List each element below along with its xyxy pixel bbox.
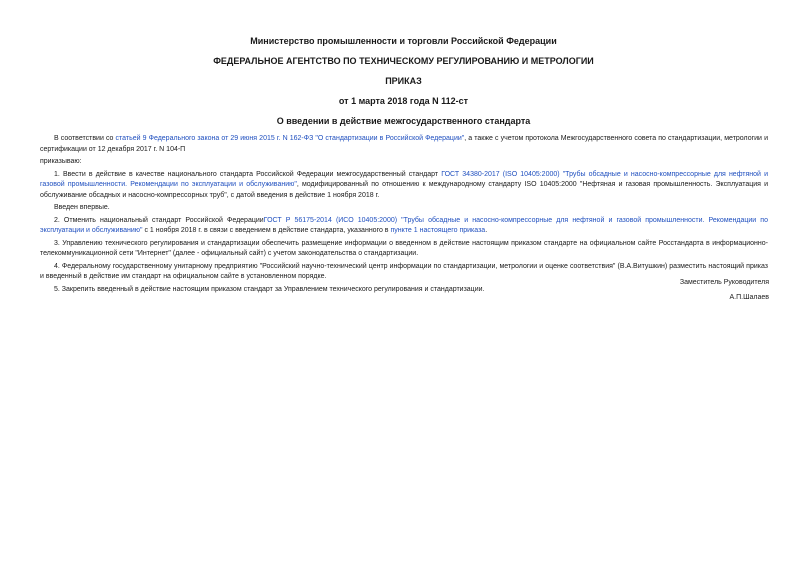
preamble-text-1: В соответствии со xyxy=(54,135,116,142)
signature-position: Заместитель Руководителя xyxy=(679,279,769,286)
order-word: приказываю: xyxy=(40,158,82,165)
item-2-text-1: 2. Отменить национальный стандарт Российской Федерации xyxy=(54,216,264,224)
signature-name: А.П.Шалаев xyxy=(729,294,769,301)
gost-34380-link[interactable]: ГОСТ 34380-2017 (ISO 10405:2000) "Трубы обсадные и насосно-компрессорные для нефтяной и газовой промышленности. Рекомендации по эксплуатации и обслуживанию" xyxy=(40,170,768,188)
gost-r-56175-link[interactable]: ГОСТ Р 56175-2014 (ИСО 10405:2000) "Трубы обсадные и насосно-компрессорные для нефтяной и газовой промышленности. Рекомендации по эксплуатации и обслуживанию" xyxy=(40,216,768,234)
federal-law-link[interactable]: статьей 9 Федерального закона от 29 июня 2015 г. N 162-ФЗ "О стандартизации в Российской Федерации" xyxy=(115,135,465,142)
document-type-heading: ПРИКАЗ xyxy=(385,76,422,86)
item-3-paragraph: 3. Управлению технического регулирования и стандартизации обеспечить размещение информации о введенном в действие настоящим приказом стандарте на официальном сайте Росстандарта в информационно-телекоммуникационной сети "Интернет" (далее - официальный сайт) с учетом законодательства о стандартизации. xyxy=(40,239,768,257)
ministry-heading: Министерство промышленности и торговли Российской Федерации xyxy=(250,36,557,46)
agency-heading: ФЕДЕРАЛЬНОЕ АГЕНТСТВО ПО ТЕХНИЧЕСКОМУ РЕГУЛИРОВАНИЮ И МЕТРОЛОГИИ xyxy=(213,56,594,66)
item-1-reference-link[interactable]: пункте 1 настоящего приказа xyxy=(390,227,486,234)
item-1-text-1: 1. Ввести в действие в качестве национального стандарта Российской Федерации межгосударственный стандарт xyxy=(54,170,442,178)
introduced-first-note: Введен впервые. xyxy=(54,204,110,211)
item-1-paragraph xyxy=(40,170,768,202)
item-1-text-2: , модифицированный по отношению к международному стандарту ISO 10405:2000 "Нефтяная и газовая промышленность. Эксплуатация и обслуживание обсадных и насосно-компрессорных труб", с датой введения в действие 1 ноября 2018 г. xyxy=(40,181,768,199)
order-body xyxy=(40,134,768,297)
date-number-heading: от 1 марта 2018 года N 112-ст xyxy=(338,96,469,106)
item-2-text-3: . xyxy=(485,227,488,234)
subject-heading: О введении в действие межгосударственного стандарта xyxy=(276,116,531,126)
item-4-paragraph: 4. Федеральному государственному унитарному предприятию "Российский научно-технический центр информации по стандартизации, метрологии и оценке соответствия" (В.А.Витушкин) разместить настоящий приказ и введенный в действие им стандарт на официальном сайте в установленном порядке. xyxy=(40,262,768,280)
item-2-paragraph xyxy=(40,216,768,237)
preamble-text-2: , а также с учетом протокола Межгосударственного совета по стандартизации, метрологии и сертификации от 12 декабря 2017 г. N 104-П xyxy=(40,135,768,153)
item-2-text-2: с 1 ноября 2018 г. в связи с введением в действие стандарта, указанного в xyxy=(142,227,391,234)
preamble-paragraph xyxy=(40,134,768,155)
item-5-paragraph: 5. Закрепить введенный в действие настоящим приказом стандарт за Управлением технического регулирования и стандартизации. xyxy=(54,285,485,293)
